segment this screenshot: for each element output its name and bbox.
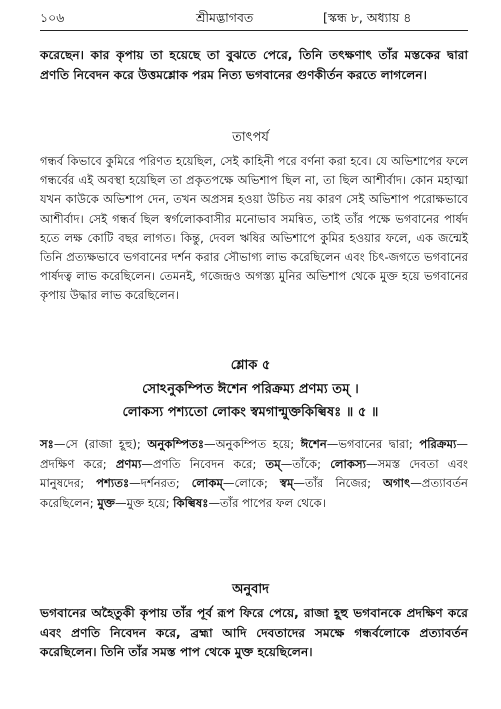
synonym-meaning: —সমস্ত দেবতা এবং মানুষদের; — [40, 456, 468, 491]
synonym-meaning: —লোকে; — [222, 476, 280, 491]
purport-body — [40, 152, 468, 306]
synonyms-block — [40, 435, 468, 513]
previous-translation-text: করেছেন। কার কৃপায় তা হয়েছে তা বুঝতে পেরে, তিনি তৎক্ষণাৎ তাঁর মস্তকের দ্বারা প্রণতি নিবেদন করে উত্তমশ্লোক পরম নিত্য ভগবানের গুণকীর্তন করতে লাগলেন। — [40, 48, 468, 82]
synonym-meaning: —তাঁকে; — [280, 456, 331, 471]
synonym-meaning: —মুক্ত হয়ে; — [115, 495, 174, 510]
synonym-word: মুক্ত — [97, 495, 116, 510]
synonym-meaning: —দর্শনরত; — [129, 476, 192, 491]
synonym-word: লোকম্ — [191, 476, 223, 491]
synonym-word: পরিক্রম্য — [419, 437, 457, 451]
synonym-word: তম্ — [265, 456, 281, 471]
synonym-meaning: —প্রদক্ষিণ করে; — [40, 437, 468, 471]
synonym-meaning: —তাঁর নিজের; — [293, 476, 384, 491]
purport-heading: তাৎপর্য — [232, 130, 269, 145]
synonym-meaning: —প্রণতি নিবেদন করে; — [141, 456, 266, 471]
synonym-meaning: —অনুকম্পিত হয়ে; — [204, 437, 301, 451]
synonym-word: পশ্যতঃ — [96, 476, 130, 491]
synonym-meaning: —প্রত্যাবর্তন করেছিলেন; — [40, 476, 468, 510]
synonym-word: স্বম্ — [279, 476, 294, 491]
synonym-meaning: —সে (রাজা হূহু); — [53, 437, 148, 451]
synonym-word: ঈশেন — [300, 437, 327, 451]
synonym-meaning: —ভগবানের দ্বারা; — [326, 437, 420, 451]
translation-body — [40, 604, 468, 663]
header-rule — [40, 30, 468, 31]
verse-line-1: সোঽনুকম্পিত ঈশেন পরিক্রম্য প্রণম্য তম্ । — [142, 382, 359, 397]
chapter-reference: [স্কন্ধ ৮, অধ্যায় ৪ — [323, 10, 412, 25]
synonym-word: প্রণম্য — [115, 456, 142, 471]
running-header — [0, 8, 501, 30]
synonym-word: অনুকম্পিতঃ — [147, 437, 205, 451]
synonym-meaning: —তাঁর পাপের ফল থেকে। — [208, 495, 326, 510]
synonym-word: কিল্বিষঃ — [173, 495, 209, 510]
verse-heading: শ্লোক ৫ — [230, 358, 271, 373]
translation-heading: অনুবাদ — [232, 582, 269, 597]
translation-text: ভগবানের অহৈতুকী কৃপায় তাঁর পূর্ব রূপ ফিরে পেয়ে, রাজা হূহু ভগবানকে প্রদক্ষিণ করে এবং প্রণতি নিবেদন করে, ব্রহ্মা আদি দেবতাদের সমক্ষে গন্ধর্বলোকে প্রত্যাবর্তন করেছিলেন। তিনি তাঁর সমস্ত পাপ থেকে মুক্ত হয়েছিলেন। — [40, 606, 468, 660]
synonym-word: সঃ — [40, 437, 54, 451]
book-title: শ্রীমদ্ভাগবত — [196, 10, 254, 25]
synonym-word: অগাৎ — [383, 476, 411, 491]
page-number: ১০৬ — [40, 10, 65, 25]
verse-line-2: লোকস্য পশ্যতো লোকং স্বমগান্মুক্তকিল্বিষঃ ॥ ৫ ॥ — [122, 405, 379, 420]
synonym-word: লোকস্য — [330, 456, 367, 471]
previous-translation — [40, 46, 468, 85]
purport-text: গন্ধর্ব কিভাবে কুমিরে পরিণত হয়েছিল, সেই কাহিনী পরে বর্ণনা করা হবে। যে অভিশাপের ফলে গন্ধর্বের এই অবস্থা হয়েছিল তা প্রকৃতপক্ষে অভিশাপ ছিল না, তা ছিল আশীর্বাদ। কোন মহাত্মা যখন কাউকে অভিশাপ দেন, তখন অপ্রসন্ন হওয়া উচিত নয় কারণ সেই অভিশাপ পরোক্ষভাবে আশীর্বাদ। সেই গন্ধর্ব ছিল স্বর্গলোকবাসীর মনোভাব সমন্বিত, তাই তাঁর পক্ষে ভগবানের পার্ষদ হতে লক্ষ কোটি বছর লাগত। কিন্তু, দেবল ঋষির অভিশাপে কুমির হওয়ার ফলে, এক জন্মেই তিনি প্রত্যক্ষভাবে ভগবানের দর্শন করার সৌভাগ্য লাভ করেছিলেন এবং চিৎ-জগতে ভগবানের পার্ষদত্ব লাভ করেছিলেন। তেমনই, গজেন্দ্রও অগস্ত্য মুনির অভিশাপ থেকে মুক্ত হয়ে ভগবানের কৃপায় উদ্ধার লাভ করেছিলেন। — [40, 154, 468, 303]
